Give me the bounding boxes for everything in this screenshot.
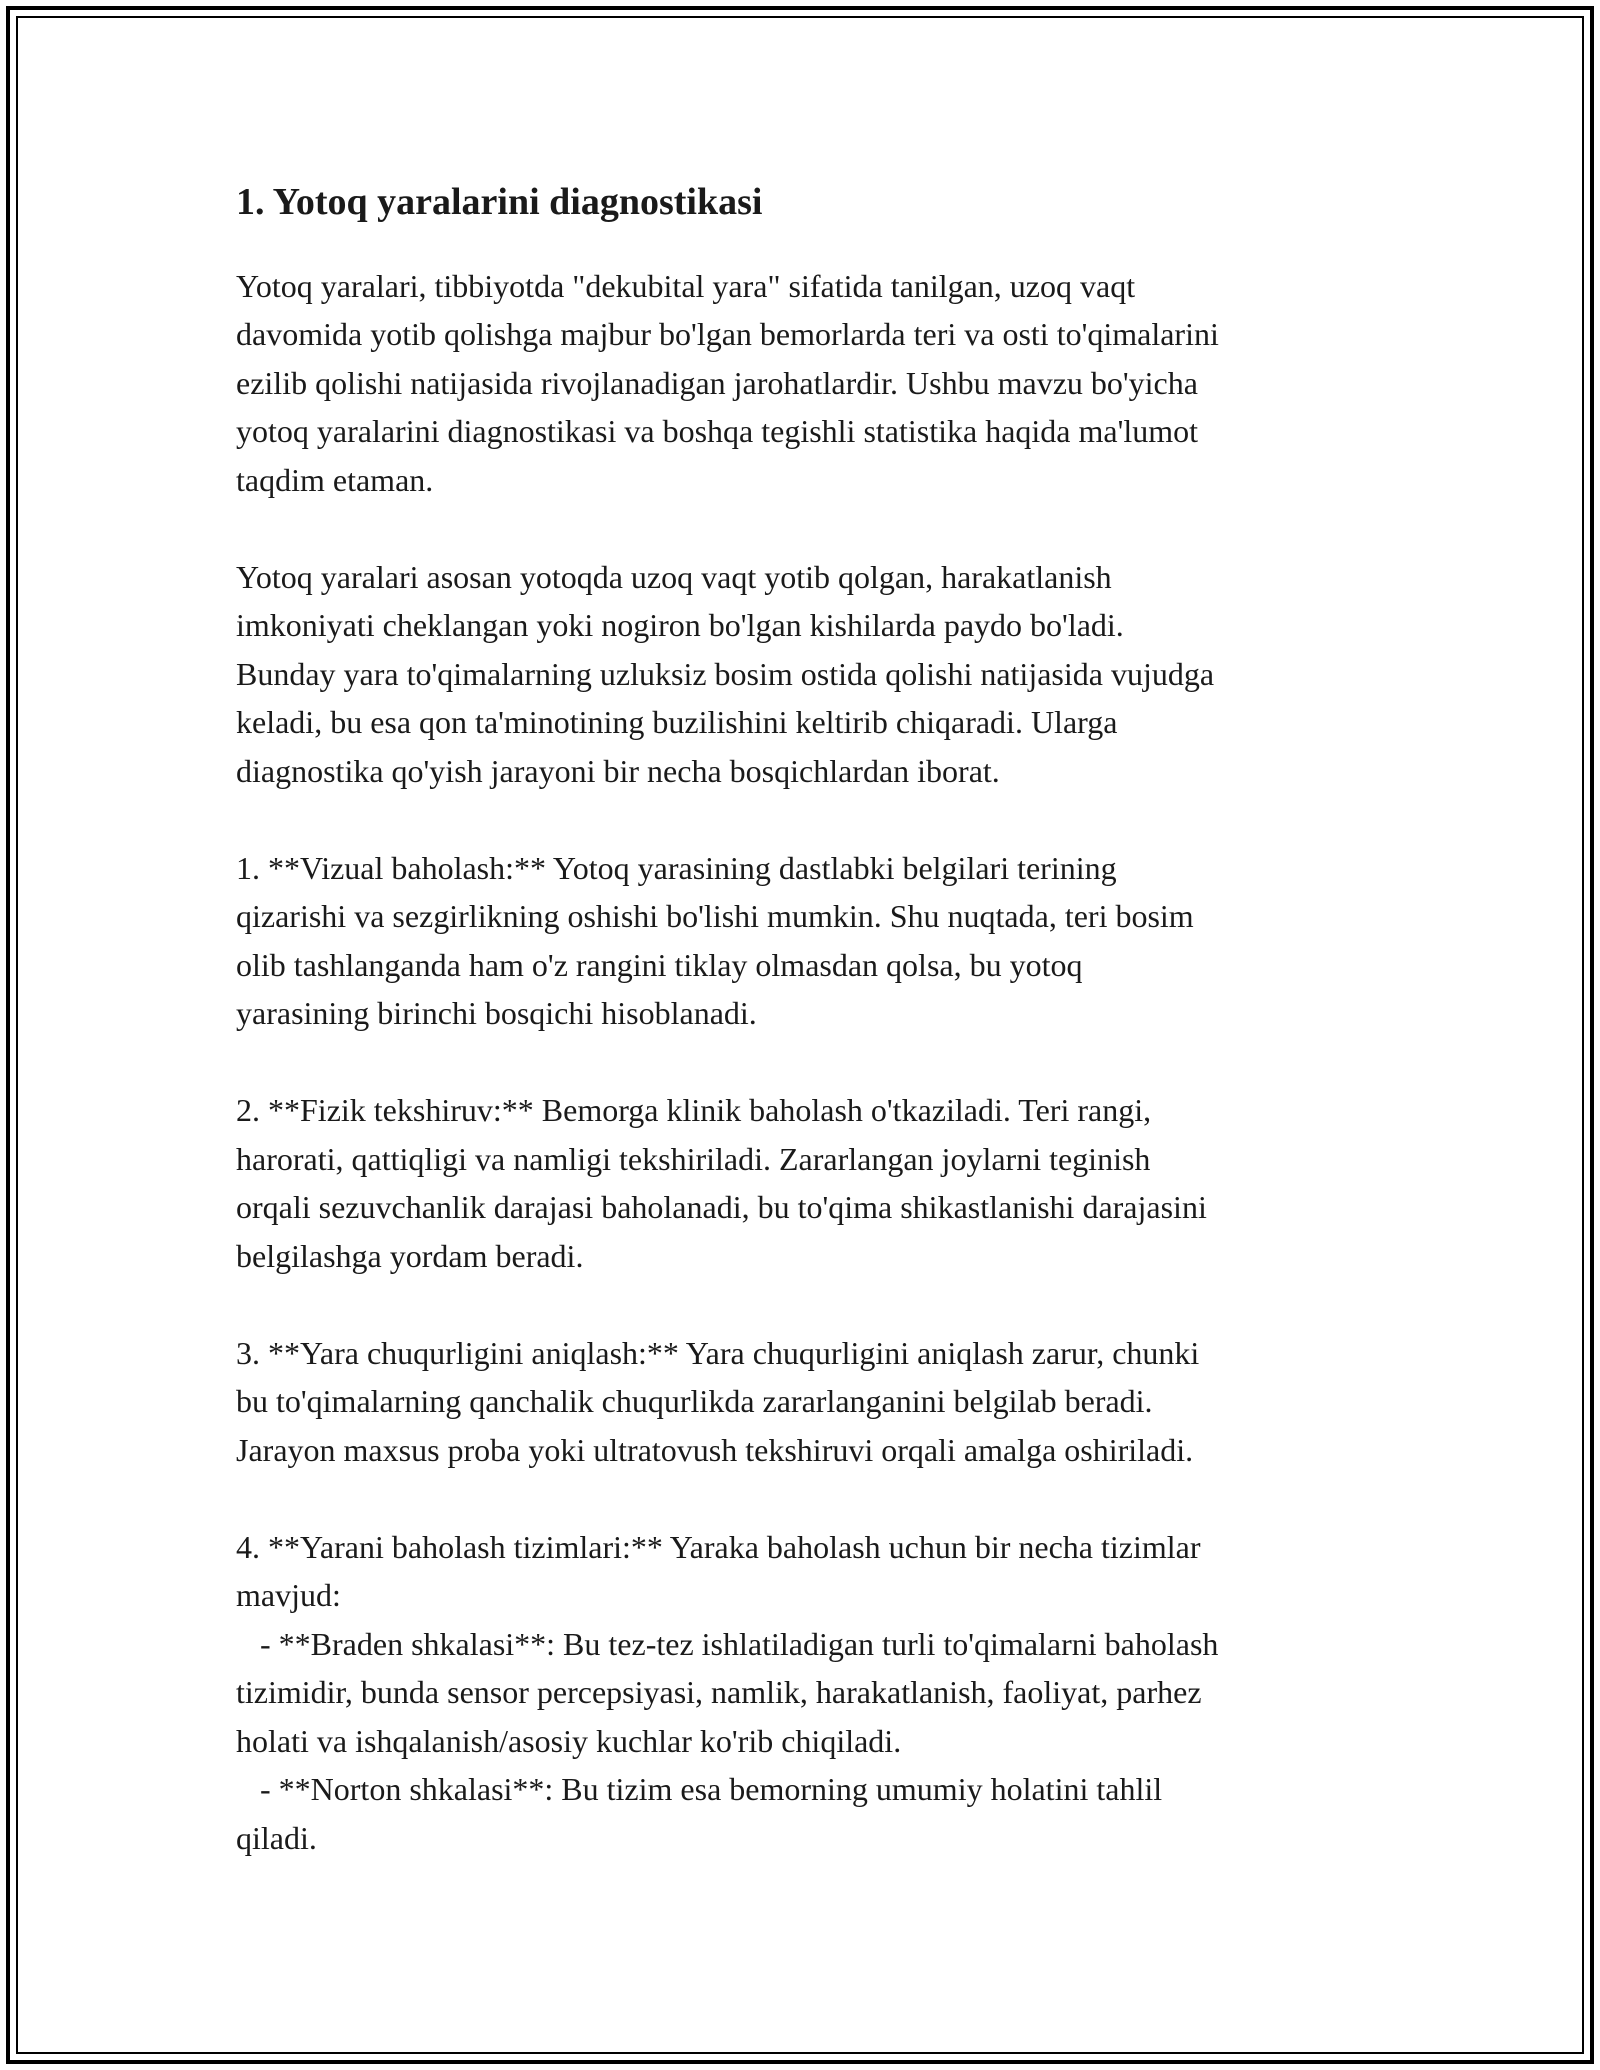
- paragraph-assessment-systems: 4. **Yarani baholash tizimlari:** Yaraka baholash uchun bir necha tizimlar mavjud: - **Braden shkalasi**: Bu tez-tez ishlatiladigan turli to'qimalarni baholash tizimidir, bunda sensor percepsiyasi, namlik, harakatlanish, faoliyat, parhez holati va ishqalanish/asosiy kuchlar ko'rib chiqiladi. - **Norton shkalasi**: Bu tizim esa bemorning umumiy holatini tahlil qiladi.: [236, 1528, 1219, 1856]
- paragraph-wound-depth: 3. **Yara chuqurligini aniqlash:** Yara chuqurligini aniqlash zarur, chunki bu to'qimalarning qanchalik chuqurlikda zararlanganini belgilab beradi. Jarayon maxsus proba yoki ultratovush tekshiruvi orqali amalga oshiriladi.: [236, 1334, 1200, 1468]
- document-body: [236, 180, 1376, 1862]
- paragraph-physical-exam: 2. **Fizik tekshiruv:** Bemorga klinik baholash o'tkaziladi. Teri rangi, harorati, qattiqligi va namligi tekshiriladi. Zararlangan joylarni teginish orqali sezuvchanlik darajasi baholanadi, bu to'qima shikastlanishi darajasini belgilashga yordam beradi.: [236, 1092, 1207, 1274]
- section-heading: 1. Yotoq yaralarini diagnostikasi: [236, 181, 763, 223]
- paragraph-visual-assessment: 1. **Vizual baholash:** Yotoq yarasining dastlabki belgilari terining qizarishi va sezgirlikning oshishi bo'lishi mumkin. Shu nuqtada, teri bosim olib tashlanganda ham o'z rangini tiklay olmasdan qolsa, bu yotoq yarasining birinchi bosqichi hisoblanadi.: [236, 849, 1194, 1032]
- paragraph-intro: Yotoq yaralari, tibbiyotda "dekubital yara" sifatida tanilgan, uzoq vaqt davomida yotib qolishga majbur bo'lgan bemorlarda teri va osti to'qimalarini ezilib qolishi natijasida rivojlanadigan jarohatlardir. Ushbu mavzu bo'yicha yotoq yaralarini diagnostikasi va boshqa tegishli statistika haqida ma'lumot taqdim etaman.: [236, 267, 1219, 498]
- paragraph-causes: Yotoq yaralari asosan yotoqda uzoq vaqt yotib qolgan, harakatlanish imkoniyati cheklangan yoki nogiron bo'lgan kishilarda paydo bo'ladi. Bunday yara to'qimalarning uzluksiz bosim ostida qolishi natijasida vujudga keladi, bu esa qon ta'minotining buzilishini keltirib chiqaradi. Ularga diagnostika qo'yish jarayoni bir necha bosqichlardan iborat.: [236, 558, 1215, 789]
